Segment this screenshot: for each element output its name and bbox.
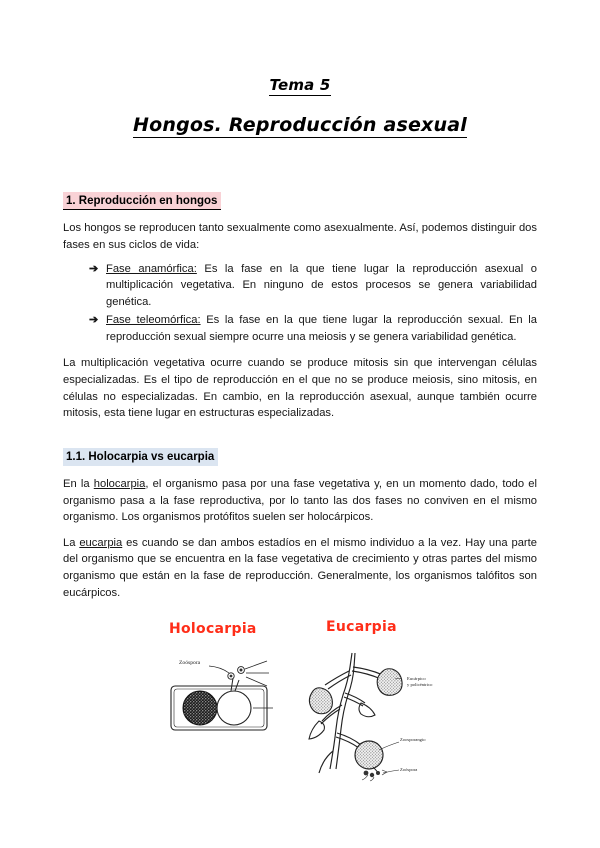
figure-holocarpia-diagram	[163, 653, 293, 743]
page-title-text: Tema 5	[269, 76, 331, 94]
list-item-text: Es la fase en la que tiene lugar la reproducción asexual o multiplicación vegetativa. En ninguno de estos procesos se genera variabilidad genética.	[106, 262, 537, 308]
figure-eucarpia-diagram	[295, 647, 455, 782]
eucarpia-label-policentrico: y policéntrico	[407, 682, 433, 688]
holocarpia-svg	[163, 653, 293, 743]
eucarpia-svg	[295, 647, 455, 782]
section-1-closing: La multiplicación vegetativa ocurre cuando se produce mitosis sin que intervengan células especializadas. Es el tipo de reproducción en el que no se produce meiosis, sino mitosis, en células no especializadas. En cambio, en la reproducción asexual, aunque también ocurre mitosis, esta tiene lugar en estructuras especializadas.	[63, 357, 537, 420]
list-item-text: Es la fase en la que tiene lugar la reproducción sexual. En la reproducción sexual siempre ocurre una meiosis y se genera variabilidad genética.	[106, 314, 537, 343]
figure-caption-eucarpia: Eucarpia	[326, 619, 397, 636]
list-item-anamorfica	[89, 261, 537, 311]
eucarpia-label-zoosporangio: Zoosporangio	[400, 737, 426, 743]
arrow-bullet-icon: ➔	[89, 314, 99, 327]
eucarpia-label-zoospora: Zoóspora	[400, 767, 418, 773]
holocarpia-label-zoospora: Zoóspora	[179, 660, 201, 667]
subsection-1-1-heading: 1.1. Holocarpia vs eucarpia	[63, 448, 218, 466]
figure-caption-holocarpia: Holocarpia	[169, 621, 257, 638]
subsection-paragraph-eucarpia	[63, 535, 537, 601]
subsection-paragraph-holocarpia	[63, 476, 537, 526]
subsection-1-1	[63, 447, 537, 466]
paragraph-text-post: es cuando se dan ambos estadíos en el mismo individuo a la vez. Hay una parte del organismo que se encuentra en la fase vegetativa de crecimiento y otras partes del mismo organismo que están en la fase de reproducción. Generalmente, los organismos talófitos son eucárpicos.	[63, 536, 537, 599]
section-1-heading: 1. Reproducción en hongos	[63, 192, 221, 210]
term-holocarpia: holocarpia	[93, 478, 146, 491]
section-1	[63, 191, 537, 210]
document-title-block	[63, 0, 537, 138]
section-1-intro: Los hongos se reproducen tanto sexualmente como asexualmente. Así, podemos distinguir dos fases en sus ciclos de vida:	[63, 222, 537, 251]
eucarpia-label-eucarpico: Eucárpico	[407, 676, 426, 682]
paragraph-text-post: , el organismo pasa por una fase vegetativa y, en un momento dado, todo el organismo pasa a la fase reproductiva, por lo tanto las dos fases no conviven en el mismo organismo. Los organismos protófitos suelen ser holocárpicos.	[63, 478, 537, 524]
paragraph-text-pre: En la	[63, 478, 94, 491]
figure-group	[63, 621, 537, 801]
list-item-teleomorfica	[89, 312, 537, 345]
page-subtitle	[63, 114, 537, 138]
arrow-bullet-icon: ➔	[89, 262, 99, 275]
list-item-term: Fase anamórfica:	[106, 262, 197, 275]
term-eucarpia: eucarpia	[79, 536, 123, 549]
paragraph-text-pre: La	[63, 536, 80, 549]
page-title	[63, 76, 537, 96]
page-subtitle-text: Hongos. Reproducción asexual	[133, 114, 467, 136]
list-item-term: Fase teleomórfica:	[106, 314, 201, 327]
phase-list	[63, 261, 537, 346]
